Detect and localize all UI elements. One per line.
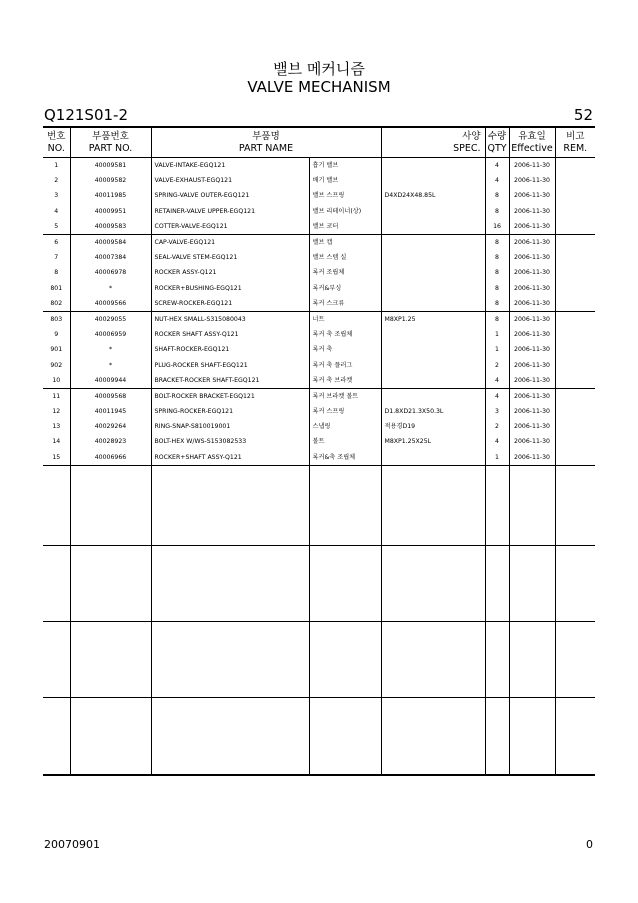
col-qty-header: 수량 QTY — [485, 128, 509, 158]
part-qty: 8 — [485, 281, 509, 296]
table-row — [43, 296, 595, 312]
part-effective-date: 2006-11-30 — [509, 173, 555, 188]
part-name-english: RETAINER-VALVE UPPER-EGQ121 — [151, 204, 309, 219]
part-effective-date: 2006-11-30 — [509, 158, 555, 174]
part-spec: 적용경D19 — [381, 419, 485, 434]
col-no-header: 번호 NO. — [43, 128, 70, 158]
part-effective-date: 2006-11-30 — [509, 188, 555, 203]
part-remark — [555, 158, 595, 174]
part-effective-date: 2006-11-30 — [509, 357, 555, 372]
part-spec — [381, 204, 485, 219]
part-name-korean: 밸브 캡 — [309, 234, 381, 250]
part-number: 40011945 — [70, 404, 151, 419]
part-name-english: VALVE-INTAKE-EGQ121 — [151, 158, 309, 174]
part-qty: 1 — [485, 450, 509, 466]
part-name-korean: 스냅링 — [309, 419, 381, 434]
part-name-korean: 배기 밸브 — [309, 173, 381, 188]
part-name-english: RING-SNAP-S810019001 — [151, 419, 309, 434]
table-row — [43, 234, 595, 250]
part-spec — [381, 342, 485, 357]
col-part-no-header: 부품번호 PART NO. — [70, 128, 151, 158]
row-number: 13 — [52, 423, 61, 431]
part-effective-date: 2006-11-30 — [509, 234, 555, 250]
part-qty: 1 — [485, 342, 509, 357]
part-remark — [555, 311, 595, 327]
part-effective-date: 2006-11-30 — [509, 281, 555, 296]
table-row — [43, 327, 595, 342]
part-remark — [555, 342, 595, 357]
part-name-english: BOLT-ROCKER BRACKET-EGQ121 — [151, 388, 309, 404]
part-name-english: SPRING-VALVE OUTER-EGQ121 — [151, 188, 309, 203]
part-name-english: SHAFT-ROCKER-EGQ121 — [151, 342, 309, 357]
part-remark — [555, 419, 595, 434]
part-name-english: ROCKER+BUSHING-EGQ121 — [151, 281, 309, 296]
blank-row — [43, 465, 595, 545]
part-qty: 2 — [485, 357, 509, 372]
part-spec — [381, 250, 485, 265]
part-name-english: BRACKET-ROCKER SHAFT-EGQ121 — [151, 373, 309, 389]
row-number: 3 — [54, 192, 59, 200]
table-row — [43, 265, 595, 280]
table-row — [43, 173, 595, 188]
part-effective-date: 2006-11-30 — [509, 265, 555, 280]
part-effective-date: 2006-11-30 — [509, 434, 555, 449]
part-number: 40007384 — [70, 250, 151, 265]
part-effective-date: 2006-11-30 — [509, 373, 555, 389]
page-number: 52 — [573, 106, 593, 124]
part-remark — [555, 373, 595, 389]
table-row — [43, 373, 595, 389]
row-number: 5 — [43, 219, 70, 235]
table-row — [43, 219, 595, 235]
part-qty: 8 — [485, 188, 509, 203]
part-name-english: COTTER-VALVE-EGQ121 — [151, 219, 309, 235]
table-body — [43, 158, 595, 775]
part-name-english: BOLT-HEX W/WS-S153082533 — [151, 434, 309, 449]
part-name-korean: 록커 스프링 — [309, 404, 381, 419]
part-remark — [555, 188, 595, 203]
part-number: 40009584 — [70, 234, 151, 250]
part-qty: 8 — [485, 204, 509, 219]
row-number: 11 — [52, 392, 61, 400]
part-effective-date: 2006-11-30 — [509, 311, 555, 327]
footer-date: 20070901 — [44, 838, 100, 851]
col-rem-header: 비고 REM. — [555, 128, 595, 158]
part-spec — [381, 265, 485, 280]
parts-table — [43, 128, 595, 776]
blank-row — [43, 697, 595, 775]
part-effective-date: 2006-11-30 — [509, 327, 555, 342]
part-name-english: ROCKER ASSY-Q121 — [151, 265, 309, 280]
part-number: 40009582 — [70, 173, 151, 188]
part-number: 40029055 — [70, 311, 151, 327]
part-number: 40029264 — [70, 419, 151, 434]
part-effective-date: 2006-11-30 — [509, 204, 555, 219]
blank-row — [43, 621, 595, 697]
part-remark — [555, 265, 595, 280]
table-row — [43, 250, 595, 265]
table-row — [43, 357, 595, 372]
table-row — [43, 188, 595, 203]
part-number: 40009583 — [70, 219, 151, 235]
table-row — [43, 281, 595, 296]
part-name-korean: 록커 축 조립체 — [309, 327, 381, 342]
table-row — [43, 419, 595, 434]
part-name-english: ROCKER+SHAFT ASSY-Q121 — [151, 450, 309, 466]
part-number: 40009566 — [70, 296, 151, 312]
part-spec — [381, 357, 485, 372]
part-spec — [381, 173, 485, 188]
part-name-korean: 록커&축 조립체 — [309, 450, 381, 466]
part-spec — [381, 219, 485, 235]
row-number: 9 — [54, 331, 59, 339]
part-remark — [555, 327, 595, 342]
part-name-english: SCREW-ROCKER-EGQ121 — [151, 296, 309, 312]
part-name-english: PLUG-ROCKER SHAFT-EGQ121 — [151, 357, 309, 372]
part-number: 40009568 — [70, 388, 151, 404]
part-spec — [381, 234, 485, 250]
part-remark — [555, 357, 595, 372]
part-number: 40011985 — [70, 188, 151, 203]
part-name-korean: 록커 축 플러그 — [309, 357, 381, 372]
part-name-english: SPRING-ROCKER-EGQ121 — [151, 404, 309, 419]
table-row — [43, 450, 595, 466]
part-number: 40006959 — [70, 327, 151, 342]
row-number: 4 — [54, 207, 59, 215]
part-number: * — [70, 342, 151, 357]
part-name-korean: 너트 — [309, 311, 381, 327]
part-number: * — [70, 281, 151, 296]
part-qty: 4 — [485, 173, 509, 188]
part-remark — [555, 219, 595, 235]
part-qty: 1 — [485, 327, 509, 342]
row-number: 7 — [54, 254, 59, 262]
table-row — [43, 388, 595, 404]
part-qty: 4 — [485, 434, 509, 449]
section-code: Q121S01-2 — [44, 106, 129, 124]
part-qty: 2 — [485, 419, 509, 434]
row-number: 8 — [54, 269, 59, 277]
part-remark — [555, 204, 595, 219]
part-spec — [381, 450, 485, 466]
part-name-english: NUT-HEX SMALL-S315080043 — [151, 311, 309, 327]
row-number: 801 — [50, 284, 63, 292]
row-number: 14 — [52, 438, 61, 446]
part-spec: D4XD24X48.85L — [381, 188, 485, 203]
part-effective-date: 2006-11-30 — [509, 404, 555, 419]
part-name-korean: 흡기 밸브 — [309, 158, 381, 174]
table-row — [43, 404, 595, 419]
part-remark — [555, 404, 595, 419]
part-effective-date: 2006-11-30 — [509, 342, 555, 357]
row-number: 2 — [54, 177, 59, 185]
part-name-korean: 록커 축 브라켓 — [309, 373, 381, 389]
row-number: 1 — [54, 162, 59, 170]
table-row — [43, 434, 595, 449]
table-row — [43, 204, 595, 219]
part-remark — [555, 450, 595, 466]
title-english: VALVE MECHANISM — [247, 78, 391, 96]
part-name-korean: 밸브 리테이너(상) — [309, 204, 381, 219]
part-remark — [555, 388, 595, 404]
part-qty: 8 — [485, 265, 509, 280]
part-remark — [555, 434, 595, 449]
part-effective-date: 2006-11-30 — [509, 296, 555, 312]
title-korean: 밸브 메커니즘 — [273, 60, 365, 78]
footer-number: 0 — [586, 838, 593, 851]
part-spec — [381, 296, 485, 312]
part-name-korean: 밸브 스프링 — [309, 188, 381, 203]
part-qty: 8 — [485, 250, 509, 265]
part-qty: 3 — [485, 404, 509, 419]
part-number: 40009581 — [70, 158, 151, 174]
part-number: 40028923 — [70, 434, 151, 449]
blank-row — [43, 545, 595, 621]
col-spec-header: 사양 SPEC. — [381, 128, 485, 158]
part-spec — [381, 158, 485, 174]
part-qty: 4 — [485, 373, 509, 389]
part-spec: M8XP1.25X25L — [381, 434, 485, 449]
part-name-korean: 록커 스크류 — [309, 296, 381, 312]
part-remark — [555, 250, 595, 265]
part-name-korean: 볼트 — [309, 434, 381, 449]
part-effective-date: 2006-11-30 — [509, 219, 555, 235]
part-number: 40009944 — [70, 373, 151, 389]
part-qty: 8 — [485, 234, 509, 250]
row-number: 12 — [52, 408, 61, 416]
part-name-korean: 록커 조립체 — [309, 265, 381, 280]
part-spec: D1.8XD21.3X50.3L — [381, 404, 485, 419]
table-row — [43, 342, 595, 357]
part-name-korean: 밸브 스템 실 — [309, 250, 381, 265]
part-name-korean: 록커&부싱 — [309, 281, 381, 296]
part-remark — [555, 296, 595, 312]
part-qty: 4 — [485, 388, 509, 404]
part-spec: M8XP1.25 — [381, 311, 485, 327]
part-name-korean: 록커 브라켓 볼트 — [309, 388, 381, 404]
part-remark — [555, 234, 595, 250]
part-number: 40006966 — [70, 450, 151, 466]
part-number: 40006978 — [70, 265, 151, 280]
part-qty: 4 — [485, 158, 509, 174]
part-spec — [381, 373, 485, 389]
row-number: 10 — [43, 373, 70, 389]
part-effective-date: 2006-11-30 — [509, 388, 555, 404]
part-qty: 8 — [485, 311, 509, 327]
part-name-english: VALVE-EXHAUST-EGQ121 — [151, 173, 309, 188]
part-name-korean: 밸브 코터 — [309, 219, 381, 235]
part-remark — [555, 281, 595, 296]
part-effective-date: 2006-11-30 — [509, 450, 555, 466]
col-part-name-header: 부품명 PART NAME — [151, 128, 381, 158]
row-number: 15 — [43, 450, 70, 466]
part-spec — [381, 281, 485, 296]
table-row — [43, 311, 595, 327]
part-spec — [381, 327, 485, 342]
part-spec — [381, 388, 485, 404]
row-number: 6 — [54, 239, 59, 247]
row-number: 901 — [50, 346, 63, 354]
table-row — [43, 158, 595, 174]
row-number: 802 — [43, 296, 70, 312]
part-effective-date: 2006-11-30 — [509, 419, 555, 434]
table-header — [43, 128, 595, 158]
part-name-english: CAP-VALVE-EGQ121 — [151, 234, 309, 250]
row-number: 803 — [50, 315, 63, 323]
row-number: 902 — [50, 361, 63, 369]
part-qty: 16 — [485, 219, 509, 235]
part-number: 40009951 — [70, 204, 151, 219]
part-number: * — [70, 357, 151, 372]
part-name-english: ROCKER SHAFT ASSY-Q121 — [151, 327, 309, 342]
part-qty: 8 — [485, 296, 509, 312]
part-name-korean: 록커 축 — [309, 342, 381, 357]
part-remark — [555, 173, 595, 188]
part-name-english: SEAL-VALVE STEM-EGQ121 — [151, 250, 309, 265]
col-effective-header: 유효일 Effective — [509, 128, 555, 158]
part-effective-date: 2006-11-30 — [509, 250, 555, 265]
